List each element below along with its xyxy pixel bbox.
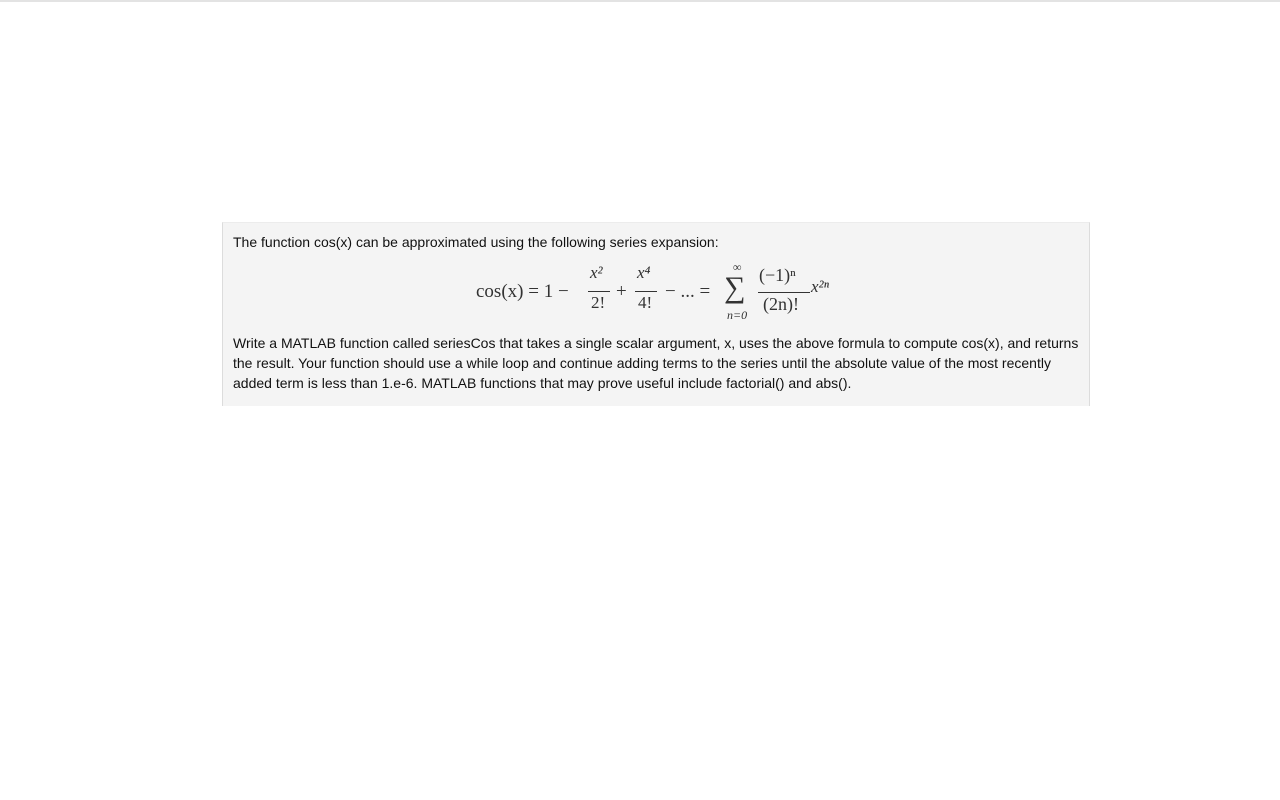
- term2-fraction-bar: [635, 291, 657, 292]
- general-term-fraction-bar: [758, 292, 810, 293]
- sum-symbol: ∑: [724, 271, 746, 304]
- sum-lower-limit: n=0: [727, 308, 748, 322]
- term1-fraction-bar: [588, 291, 610, 292]
- problem-panel: [222, 222, 1090, 406]
- general-term-numerator: (−1)ⁿ: [759, 265, 796, 285]
- term1-numerator: x²: [590, 263, 603, 282]
- sum-upper-limit: ∞: [733, 260, 742, 274]
- term1-denominator: 2!: [591, 293, 606, 312]
- formula-lhs: cos(x) = 1 −: [476, 281, 569, 302]
- general-term-denominator: (2n)!: [763, 294, 799, 314]
- term2-denominator: 4!: [638, 293, 653, 312]
- formula-ellipsis: − ... =: [665, 281, 711, 302]
- top-border: [0, 0, 1280, 2]
- general-term-power: x²ⁿ: [811, 277, 829, 296]
- formula-plus: +: [616, 281, 627, 302]
- series-formula: [476, 261, 856, 325]
- term2-numerator: x⁴: [637, 263, 651, 282]
- problem-intro: The function cos(x) can be approximated using the following series expansion:: [233, 234, 719, 250]
- problem-description: Write a MATLAB function called seriesCos that takes a single scalar argument, x, uses the above formula to compute cos(x), and returns the result. Your function should use a while loop and continue adding terms to the series until the absolute value of the most recently added term is less than 1.e-6. MATLAB functions that may prove useful include factorial() and abs().: [233, 335, 1079, 391]
